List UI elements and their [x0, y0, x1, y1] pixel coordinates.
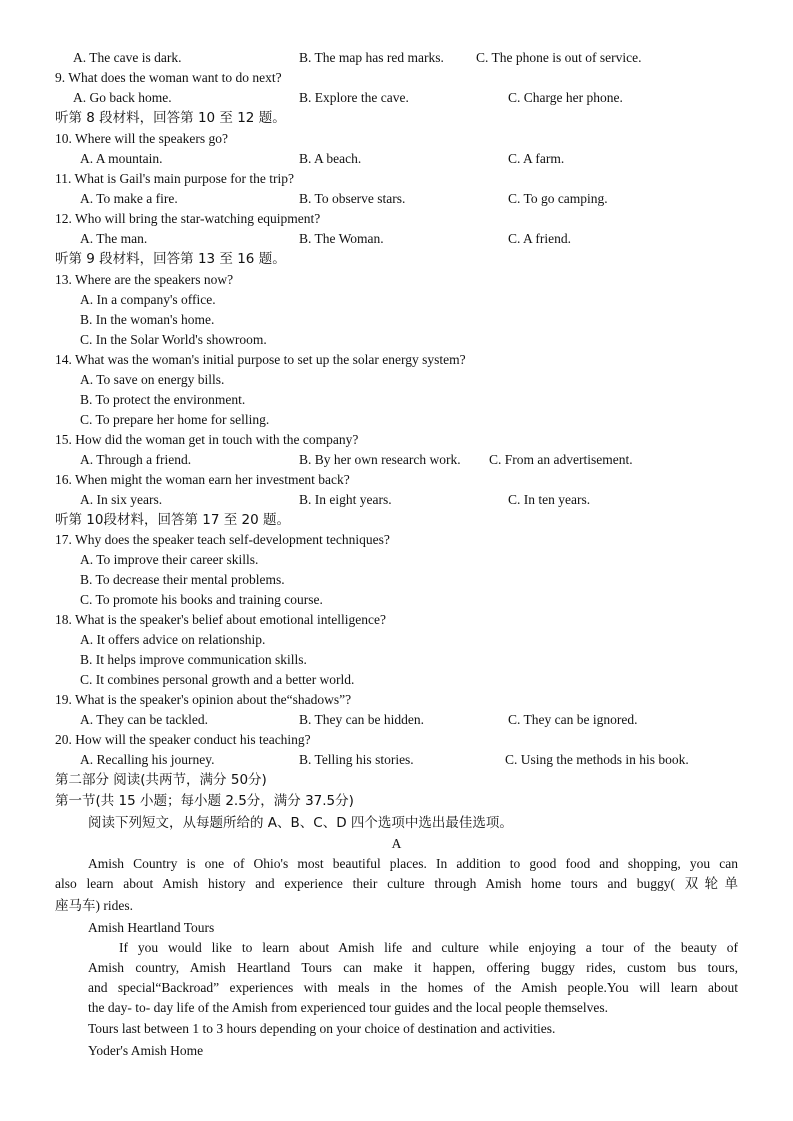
- q12-option-c: C. A friend.: [508, 231, 571, 246]
- q15-option-b: B. By her own research work.: [299, 452, 461, 467]
- q15-option-a: A. Through a friend.: [80, 452, 192, 467]
- passage-heading-heartland: Amish Heartland Tours: [88, 920, 215, 935]
- q17-stem: 17. Why does the speaker teach self-development techniques?: [55, 532, 390, 547]
- part2-title: 第二部分 阅读(共两节，满分 50分): [55, 772, 267, 788]
- q14-option-b: B. To protect the environment.: [80, 392, 246, 407]
- q9-option-b: B. Explore the cave.: [299, 90, 409, 105]
- passage-letter: A: [391, 836, 402, 851]
- q20-option-c: C. Using the methods in his book.: [505, 752, 689, 767]
- passage-body-line-4: the day- to- day life of the Amish from experienced tour guides and the local people themselves.: [88, 1000, 608, 1015]
- section1-title: 第一节(共 15 小题；每小题 2.5分，满分 37.5分): [55, 793, 354, 809]
- q18-stem: 18. What is the speaker's belief about emotional intelligence?: [55, 612, 386, 627]
- q19-option-c: C. They can be ignored.: [508, 712, 638, 727]
- q9-stem: 9. What does the woman want to do next?: [55, 70, 282, 85]
- section10-header: 听第 10段材料，回答第 17 至 20 题。: [55, 512, 290, 528]
- reading-instructions: 阅读下列短文，从每题所给的 A、B、C、D 四个选项中选出最佳选项。: [88, 815, 513, 831]
- q16-option-a: A. In six years.: [80, 492, 163, 507]
- section8-header: 听第 8 段材料，回答第 10 至 12 题。: [55, 110, 286, 126]
- q8-option-b: B. The map has red marks.: [299, 50, 444, 65]
- q9-option-c: C. Charge her phone.: [508, 90, 623, 105]
- q13-stem: 13. Where are the speakers now?: [55, 272, 234, 287]
- q14-option-c: C. To prepare her home for selling.: [80, 412, 270, 427]
- q18-option-c: C. It combines personal growth and a better world.: [80, 672, 355, 687]
- q15-option-c: C. From an advertisement.: [489, 452, 633, 467]
- q10-option-b: B. A beach.: [299, 151, 362, 166]
- q14-stem: 14. What was the woman's initial purpose to set up the solar energy system?: [55, 352, 466, 367]
- q11-option-a: A. To make a fire.: [80, 191, 178, 206]
- section9-header: 听第 9 段材料，回答第 13 至 16 题。: [55, 251, 286, 267]
- q11-option-c: C. To go camping.: [508, 191, 608, 206]
- q10-option-a: A. A mountain.: [80, 151, 163, 166]
- passage-body-line-3: and special“Backroad” experiences with meals in the homes of the Amish people.You will learn about: [88, 980, 738, 995]
- q12-option-a: A. The man.: [80, 231, 148, 246]
- q16-stem: 16. When might the woman earn her investment back?: [55, 472, 350, 487]
- q11-stem: 11. What is Gail's main purpose for the trip?: [55, 171, 295, 186]
- passage-intro-line-3: 座马车) rides.: [55, 898, 133, 913]
- passage-heading-yoder: Yoder's Amish Home: [88, 1043, 204, 1058]
- q13-option-a: A. In a company's office.: [80, 292, 216, 307]
- q13-option-c: C. In the Solar World's showroom.: [80, 332, 267, 347]
- q14-option-a: A. To save on energy bills.: [80, 372, 225, 387]
- passage-tours-line: Tours last between 1 to 3 hours depending on your choice of destination and activities.: [88, 1021, 556, 1036]
- q17-option-a: A. To improve their career skills.: [80, 552, 259, 567]
- q17-option-c: C. To promote his books and training course.: [80, 592, 323, 607]
- q13-option-b: B. In the woman's home.: [80, 312, 215, 327]
- q12-stem: 12. Who will bring the star-watching equipment?: [55, 211, 321, 226]
- q16-option-b: B. In eight years.: [299, 492, 392, 507]
- q15-stem: 15. How did the woman get in touch with the company?: [55, 432, 359, 447]
- passage-intro-line-1: Amish Country is one of Ohio's most beautiful places. In addition to good food and shopping, you can: [88, 856, 738, 871]
- passage-body-line-2: Amish country, Amish Heartland Tours can make it happen, offering buggy rides, custom bus tours,: [88, 960, 738, 975]
- q9-option-a: A. Go back home.: [73, 90, 172, 105]
- q8-option-a: A. The cave is dark.: [73, 50, 182, 65]
- q18-option-b: B. It helps improve communication skills.: [80, 652, 307, 667]
- q18-option-a: A. It offers advice on relationship.: [80, 632, 266, 647]
- q20-option-b: B. Telling his stories.: [299, 752, 414, 767]
- passage-intro-line-2: also learn about Amish history and experience their culture through Amish home tours and buggy( 双轮单: [55, 876, 738, 891]
- q10-option-c: C. A farm.: [508, 151, 565, 166]
- q19-option-b: B. They can be hidden.: [299, 712, 424, 727]
- q19-option-a: A. They can be tackled.: [80, 712, 208, 727]
- q19-stem: 19. What is the speaker's opinion about the“shadows”?: [55, 692, 352, 707]
- q8-option-c: C. The phone is out of service.: [476, 50, 642, 65]
- q10-stem: 10. Where will the speakers go?: [55, 131, 228, 146]
- q20-stem: 20. How will the speaker conduct his teaching?: [55, 732, 311, 747]
- q11-option-b: B. To observe stars.: [299, 191, 406, 206]
- q16-option-c: C. In ten years.: [508, 492, 591, 507]
- passage-body-line-1: If you would like to learn about Amish life and culture while enjoying a tour of the beauty of: [119, 940, 738, 955]
- q17-option-b: B. To decrease their mental problems.: [80, 572, 285, 587]
- q12-option-b: B. The Woman.: [299, 231, 384, 246]
- q20-option-a: A. Recalling his journey.: [80, 752, 215, 767]
